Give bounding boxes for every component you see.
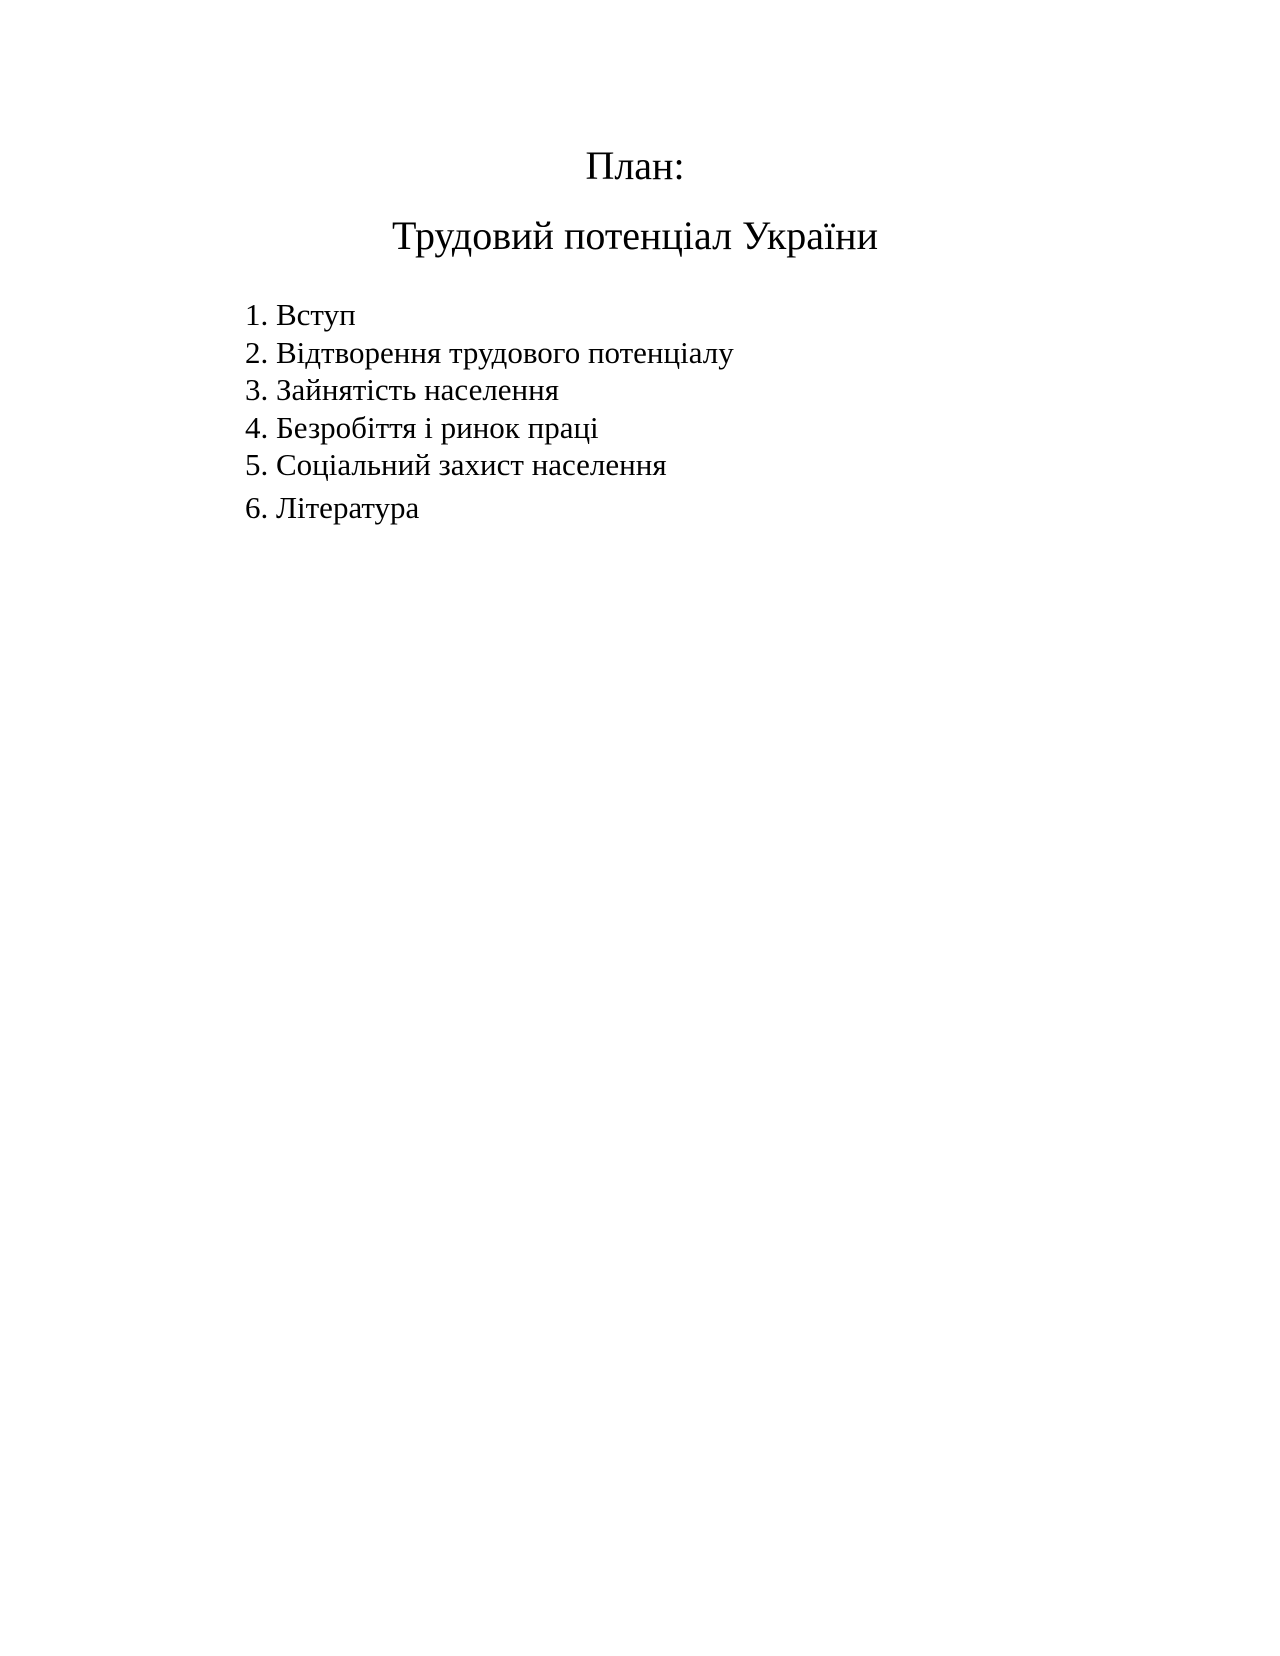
toc-item-social-protection: 5. Соціальний захист населення: [245, 447, 667, 482]
plan-heading: План:: [585, 143, 685, 188]
table-of-contents: [245, 296, 734, 526]
toc-item-introduction: 1. Вступ: [245, 297, 356, 332]
toc-item-reproduction: 2. Відтворення трудового потенціалу: [245, 334, 734, 370]
toc-item-literature: 6. Література: [245, 489, 420, 525]
toc-item-employment: 3. Зайнятість населення: [245, 372, 559, 407]
toc-item-unemployment: 4. Безробіття і ринок праці: [245, 409, 599, 445]
document-title: Трудовий потенціал України: [392, 213, 878, 258]
